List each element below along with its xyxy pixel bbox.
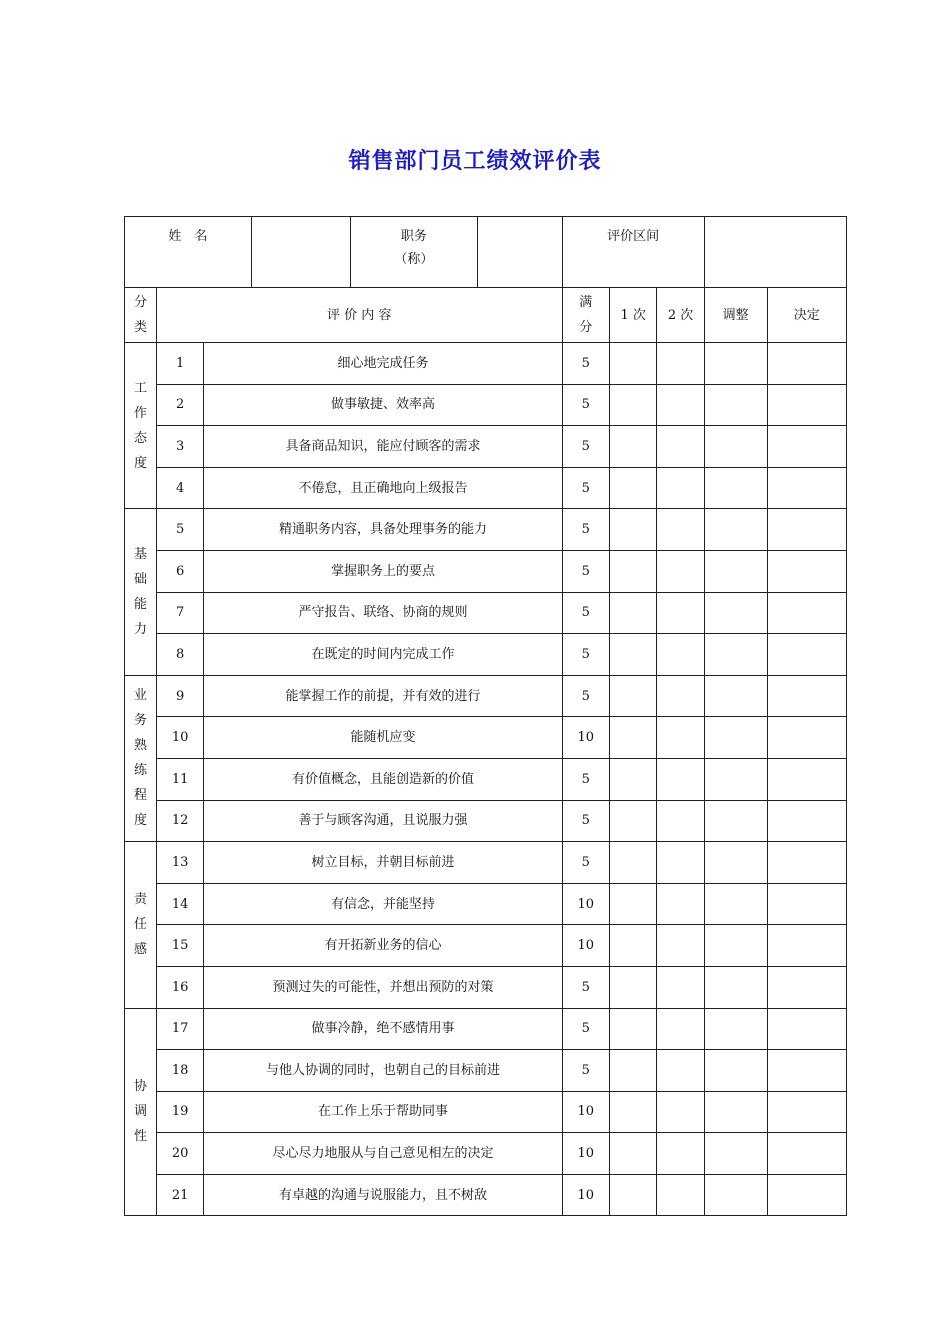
table-row — [125, 717, 847, 759]
col-adjust: 调整 — [704, 288, 767, 343]
category-char: 础 — [133, 572, 147, 588]
first-score-cell[interactable] — [609, 509, 656, 551]
decide-cell[interactable] — [767, 343, 846, 385]
second-score-cell[interactable] — [657, 343, 704, 385]
decide-cell[interactable] — [767, 883, 846, 925]
decide-cell[interactable] — [767, 758, 846, 800]
table-row — [125, 634, 847, 676]
second-score-cell[interactable] — [657, 925, 704, 967]
item-text: 能随机应变 — [204, 717, 562, 759]
table-row — [125, 966, 847, 1008]
category-char: 程 — [133, 788, 147, 804]
category-char: 熟 — [133, 738, 147, 754]
adjust-cell[interactable] — [704, 717, 767, 759]
first-score-cell[interactable] — [609, 467, 656, 509]
table-row — [125, 1174, 847, 1216]
item-text: 有开拓新业务的信心 — [204, 925, 562, 967]
category-cell — [125, 675, 157, 841]
table-row — [125, 800, 847, 842]
second-score-cell[interactable] — [657, 800, 704, 842]
second-score-cell[interactable] — [657, 509, 704, 551]
page-title: 销售部门员工绩效评价表 — [348, 149, 602, 174]
decide-cell[interactable] — [767, 1133, 846, 1175]
second-score-cell[interactable] — [657, 384, 704, 426]
item-number: 19 — [156, 1091, 203, 1133]
second-score-cell[interactable] — [657, 758, 704, 800]
category-char: 基 — [133, 547, 147, 563]
first-score-cell[interactable] — [609, 842, 656, 884]
first-score-cell[interactable] — [609, 1008, 656, 1050]
category-cell — [125, 509, 157, 675]
first-score-cell[interactable] — [609, 883, 656, 925]
item-text: 掌握职务上的要点 — [204, 550, 562, 592]
evaluation-table — [124, 216, 847, 1216]
table-row — [125, 883, 847, 925]
category-char: 调 — [133, 1104, 147, 1120]
item-text: 与他人协调的同时，也朝自己的目标前进 — [204, 1050, 562, 1092]
item-number: 14 — [156, 883, 203, 925]
full-score: 5 — [562, 1008, 609, 1050]
full-score: 5 — [562, 343, 609, 385]
adjust-cell[interactable] — [704, 509, 767, 551]
item-text: 有信念，并能坚持 — [204, 883, 562, 925]
adjust-cell[interactable] — [704, 675, 767, 717]
category-cell — [125, 842, 157, 1008]
col-category-line1: 分 — [133, 295, 147, 310]
item-number: 5 — [156, 509, 203, 551]
category-char: 感 — [133, 942, 147, 958]
adjust-cell[interactable] — [704, 842, 767, 884]
decide-cell[interactable] — [767, 384, 846, 426]
adjust-cell[interactable] — [704, 592, 767, 634]
full-score: 5 — [562, 966, 609, 1008]
full-score: 5 — [562, 842, 609, 884]
adjust-cell[interactable] — [704, 966, 767, 1008]
first-score-cell[interactable] — [609, 675, 656, 717]
full-score: 5 — [562, 592, 609, 634]
first-score-cell[interactable] — [609, 758, 656, 800]
second-score-cell[interactable] — [657, 966, 704, 1008]
full-score: 10 — [562, 717, 609, 759]
period-field[interactable] — [704, 217, 846, 288]
first-score-cell[interactable] — [609, 634, 656, 676]
second-score-cell[interactable] — [657, 842, 704, 884]
first-score-cell[interactable] — [609, 343, 656, 385]
adjust-cell[interactable] — [704, 634, 767, 676]
category-char: 能 — [133, 597, 147, 613]
position-label-line2: （称） — [394, 252, 434, 267]
item-number: 11 — [156, 758, 203, 800]
full-score: 10 — [562, 925, 609, 967]
first-score-cell[interactable] — [609, 1091, 656, 1133]
table-row — [125, 509, 847, 551]
full-score: 5 — [562, 675, 609, 717]
full-score: 5 — [562, 384, 609, 426]
col-decide: 决定 — [767, 288, 846, 343]
decide-cell[interactable] — [767, 467, 846, 509]
category-char: 责 — [133, 892, 147, 908]
adjust-cell[interactable] — [704, 467, 767, 509]
position-field[interactable] — [477, 217, 562, 288]
decide-cell[interactable] — [767, 675, 846, 717]
second-score-cell[interactable] — [657, 592, 704, 634]
first-score-cell[interactable] — [609, 1133, 656, 1175]
category-char: 任 — [133, 917, 147, 933]
item-number: 16 — [156, 966, 203, 1008]
adjust-cell[interactable] — [704, 883, 767, 925]
adjust-cell[interactable] — [704, 426, 767, 468]
category-char: 态 — [133, 430, 147, 446]
item-number: 21 — [156, 1174, 203, 1216]
full-score: 10 — [562, 883, 609, 925]
table-row — [125, 550, 847, 592]
table-row — [125, 1008, 847, 1050]
col-full-score — [562, 288, 609, 343]
adjust-cell[interactable] — [704, 343, 767, 385]
item-number: 8 — [156, 634, 203, 676]
category-char: 务 — [133, 713, 147, 729]
second-score-cell[interactable] — [657, 1174, 704, 1216]
item-text: 精通职务内容，具备处理事务的能力 — [204, 509, 562, 551]
item-text: 有卓越的沟通与说服能力，且不树敌 — [204, 1174, 562, 1216]
decide-cell[interactable] — [767, 717, 846, 759]
item-number: 17 — [156, 1008, 203, 1050]
adjust-cell[interactable] — [704, 384, 767, 426]
table-row — [125, 343, 847, 385]
adjust-cell[interactable] — [704, 925, 767, 967]
first-score-cell[interactable] — [609, 426, 656, 468]
full-score: 5 — [562, 467, 609, 509]
col-category-line2: 类 — [133, 320, 147, 335]
table-row — [125, 384, 847, 426]
item-text: 细心地完成任务 — [204, 343, 562, 385]
item-number: 13 — [156, 842, 203, 884]
decide-cell[interactable] — [767, 925, 846, 967]
decide-cell[interactable] — [767, 634, 846, 676]
second-score-cell[interactable] — [657, 634, 704, 676]
item-text: 做事冷静，绝不感情用事 — [204, 1008, 562, 1050]
category-char: 度 — [133, 455, 147, 471]
table-row — [125, 925, 847, 967]
item-text: 预测过失的可能性，并想出预防的对策 — [204, 966, 562, 1008]
second-score-cell[interactable] — [657, 1091, 704, 1133]
table-row — [125, 1133, 847, 1175]
item-text: 有价值概念，且能创造新的价值 — [204, 758, 562, 800]
item-number: 4 — [156, 467, 203, 509]
item-text: 在工作上乐于帮助同事 — [204, 1091, 562, 1133]
decide-cell[interactable] — [767, 1008, 846, 1050]
col-full-line2: 分 — [579, 320, 593, 335]
item-number: 18 — [156, 1050, 203, 1092]
name-field[interactable] — [251, 217, 350, 288]
category-char: 工 — [133, 380, 147, 396]
item-number: 2 — [156, 384, 203, 426]
second-score-cell[interactable] — [657, 1133, 704, 1175]
first-score-cell[interactable] — [609, 966, 656, 1008]
adjust-cell[interactable] — [704, 1050, 767, 1092]
full-score: 10 — [562, 1174, 609, 1216]
first-score-cell[interactable] — [609, 550, 656, 592]
category-char: 业 — [133, 688, 147, 704]
first-score-cell[interactable] — [609, 800, 656, 842]
first-score-cell[interactable] — [609, 1174, 656, 1216]
category-char: 性 — [133, 1129, 147, 1145]
col-content: 评 价 内 容 — [156, 288, 562, 343]
decide-cell[interactable] — [767, 1174, 846, 1216]
decide-cell[interactable] — [767, 842, 846, 884]
category-char: 协 — [133, 1079, 147, 1095]
item-number: 3 — [156, 426, 203, 468]
position-label — [350, 217, 477, 288]
col-second: 2 次 — [657, 288, 704, 343]
first-score-cell[interactable] — [609, 925, 656, 967]
adjust-cell[interactable] — [704, 1133, 767, 1175]
table-row — [125, 426, 847, 468]
item-number: 9 — [156, 675, 203, 717]
category-char: 度 — [133, 813, 147, 829]
category-char: 力 — [133, 622, 147, 638]
item-number: 10 — [156, 717, 203, 759]
item-number: 12 — [156, 800, 203, 842]
full-score: 5 — [562, 509, 609, 551]
table-row — [125, 1091, 847, 1133]
decide-cell[interactable] — [767, 592, 846, 634]
full-score: 10 — [562, 1133, 609, 1175]
first-score-cell[interactable] — [609, 1050, 656, 1092]
decide-cell[interactable] — [767, 966, 846, 1008]
second-score-cell[interactable] — [657, 1008, 704, 1050]
item-number: 15 — [156, 925, 203, 967]
item-text: 做事敏捷、效率高 — [204, 384, 562, 426]
decide-cell[interactable] — [767, 426, 846, 468]
category-char: 练 — [133, 763, 147, 779]
second-score-cell[interactable] — [657, 883, 704, 925]
second-score-cell[interactable] — [657, 675, 704, 717]
adjust-cell[interactable] — [704, 1008, 767, 1050]
item-text: 严守报告、联络、协商的规则 — [204, 592, 562, 634]
period-label: 评价区间 — [562, 217, 704, 288]
second-score-cell[interactable] — [657, 717, 704, 759]
table-row — [125, 592, 847, 634]
decide-cell[interactable] — [767, 1091, 846, 1133]
item-text: 在既定的时间内完成工作 — [204, 634, 562, 676]
item-text: 具备商品知识，能应付顾客的需求 — [204, 426, 562, 468]
adjust-cell[interactable] — [704, 758, 767, 800]
col-first: 1 次 — [609, 288, 656, 343]
item-number: 7 — [156, 592, 203, 634]
second-score-cell[interactable] — [657, 1050, 704, 1092]
table-row — [125, 1050, 847, 1092]
item-text: 尽心尽力地服从与自己意见相左的决定 — [204, 1133, 562, 1175]
first-score-cell[interactable] — [609, 717, 656, 759]
item-text: 树立目标，并朝目标前进 — [204, 842, 562, 884]
table-row — [125, 467, 847, 509]
decide-cell[interactable] — [767, 1050, 846, 1092]
decide-cell[interactable] — [767, 550, 846, 592]
column-header-row — [125, 288, 847, 343]
item-number: 6 — [156, 550, 203, 592]
adjust-cell[interactable] — [704, 1091, 767, 1133]
item-number: 1 — [156, 343, 203, 385]
col-category — [125, 288, 157, 343]
table-row — [125, 842, 847, 884]
adjust-cell[interactable] — [704, 1174, 767, 1216]
col-full-line1: 满 — [579, 295, 593, 310]
name-label: 姓 名 — [125, 217, 252, 288]
table-row — [125, 675, 847, 717]
decide-cell[interactable] — [767, 800, 846, 842]
item-text: 善于与顾客沟通，且说服力强 — [204, 800, 562, 842]
second-score-cell[interactable] — [657, 550, 704, 592]
second-score-cell[interactable] — [657, 467, 704, 509]
adjust-cell[interactable] — [704, 550, 767, 592]
category-cell — [125, 1008, 157, 1216]
full-score: 5 — [562, 634, 609, 676]
first-score-cell[interactable] — [609, 592, 656, 634]
category-char: 作 — [133, 405, 147, 421]
info-row — [125, 217, 847, 288]
category-cell — [125, 343, 157, 509]
full-score: 5 — [562, 800, 609, 842]
second-score-cell[interactable] — [657, 426, 704, 468]
adjust-cell[interactable] — [704, 800, 767, 842]
item-number: 20 — [156, 1133, 203, 1175]
full-score: 5 — [562, 426, 609, 468]
table-row — [125, 758, 847, 800]
item-text: 能掌握工作的前提，并有效的进行 — [204, 675, 562, 717]
position-label-line1: 职务 — [400, 229, 427, 244]
first-score-cell[interactable] — [609, 384, 656, 426]
full-score: 5 — [562, 550, 609, 592]
decide-cell[interactable] — [767, 509, 846, 551]
item-text: 不倦怠，且正确地向上级报告 — [204, 467, 562, 509]
full-score: 5 — [562, 758, 609, 800]
full-score: 10 — [562, 1091, 609, 1133]
full-score: 5 — [562, 1050, 609, 1092]
